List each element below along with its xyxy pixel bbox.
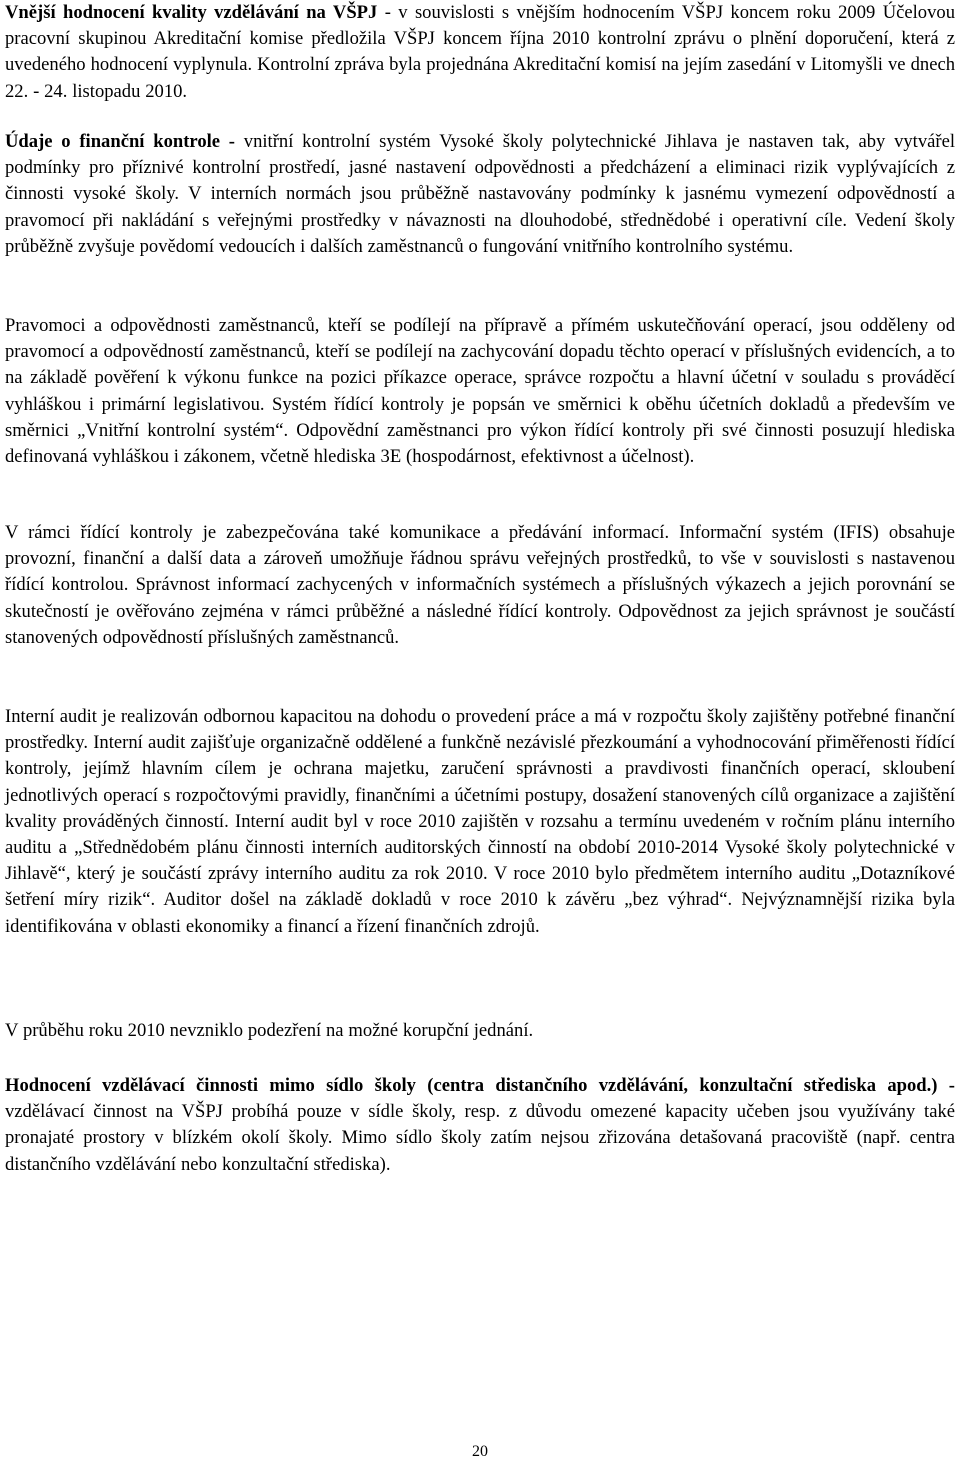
paragraph-body: Interní audit je realizován odbornou kapacitou na dohodu o provedení práce a má v rozpočtu školy zajištěny potřebné finanční prostředky. Interní audit zajišťuje organizačně oddělené a funkčně nezávislé přezkoumání a vyhodnocování přiměřenosti řídící kontroly, jejímž hlavním cílem je ochrana majetku, zaručení správnosti a pravdivosti finančních operací, skloubení jednotlivých operací s rozpočtovými pravidly, finančními a účetními postupy, dosažení stanovených cílů organizace a zajištění kvality prováděných činností. Interní audit byl v roce 2010 zajištěn v rozsahu a termínu uvedeném v ročním plánu interního auditu a „Střednědobém plánu činnosti interních auditorských činností na období 2010-2014 Vysoké školy polytechnické v Jihlavě“, který je součástí zprávy interního auditu za rok 2010. V roce 2010 bylo předmětem interního auditu „Dotazníkové šetření míry rizik“. Auditor došel na základě dokladů v roce 2010 k závěru „bez výhrad“. Nejvýznamnější rizika byla identifikována v oblasti ekonomiky a financí a řízení finančních zdrojů. xyxy=(5,706,955,937)
paragraph-off-site-education xyxy=(5,1073,955,1178)
paragraph-body: Pravomoci a odpovědnosti zaměstnanců, kteří se podílejí na přípravě a přímém uskutečňování operací, jsou odděleny od pravomocí a odpovědností zaměstnanců, kteří se podílejí na zachycování dopadu těchto operací v příslušných evidencích, a to na základě pověření k výkonu funkce na pozici příkazce operace, správce rozpočtu a hlavní účetní v souladu s prováděcí vyhláškou i primární legislativou. Systém řídící kontroly je popsán ve směrnici k oběhu účetních dokladů a především ve směrnici „Vnitřní kontrolní systém“. Odpovědní zaměstnanci pro výkon řídící kontroly při své činnosti posuzují hlediska definovaná vyhláškou i zákonem, včetně hlediska 3E (hospodárnost, efektivnost a účelnost). xyxy=(5,315,955,468)
paragraph-communication-information xyxy=(5,520,955,651)
paragraph-powers-responsibilities xyxy=(5,313,955,470)
paragraph-body: V průběhu roku 2010 nevzniklo podezření na možné korupční jednání. xyxy=(5,1020,534,1041)
paragraph-external-quality-evaluation xyxy=(5,0,955,105)
paragraph-body: V rámci řídící kontroly je zabezpečována také komunikace a předávání informací. Informační systém (IFIS) obsahuje provozní, finanční a další data a zároveň umožňuje řádnou správu veřejných prostředků, to vše v souvislosti s nastavenou řídící kontrolou. Správnost informací zachycených v informačních systémech a příslušných výkazech a jejich porovnání se skutečností je ověřováno zejména v rámci průběžné a následné řídící kontroly. Odpovědnost za jejich správnost je součástí stanovených odpovědností příslušných zaměstnanců. xyxy=(5,522,955,648)
paragraph-body: - v souvislosti s vnějším hodnocením VŠPJ koncem roku 2009 Účelovou pracovní skupinou Akreditační komise předložila VŠPJ koncem října 2010 kontrolní zprávu o plnění doporučení, která z uvedeného hodnocení vyplynula. Kontrolní zpráva byla projednána Akreditační komisí na jejím zasedání v Litomyšli ve dnech 22. - 24. listopadu 2010. xyxy=(5,2,955,102)
paragraph-body: vzdělávací činnost na VŠPJ probíhá pouze v sídle školy, resp. z důvodu omezené kapacity učeben jsou využívány také pronajaté prostory v blízkém okolí školy. Mimo sídlo školy zatím nejsou zřizována detašovaná pracoviště (např. centra distančního vzdělávání nebo konzultační střediska). xyxy=(5,1101,955,1175)
paragraph-heading: Vnější hodnocení kvality vzdělávání na VŠPJ xyxy=(5,2,378,23)
paragraph-financial-control xyxy=(5,129,955,260)
paragraph-heading: Údaje o finanční kontrole - xyxy=(5,131,236,152)
paragraph-heading: Hodnocení vzdělávací činnosti mimo sídlo školy (centra distančního vzdělávání, konzultační střediska apod.) - xyxy=(5,1075,955,1096)
page-number: 20 xyxy=(472,1443,488,1460)
paragraph-body: vnitřní kontrolní systém Vysoké školy polytechnické Jihlava je nastaven tak, aby vytvářel podmínky pro příznivé kontrolní prostředí, jasné nastavení odpovědnosti a předcházení a eliminaci rizik vyplývajících z činnosti vysoké školy. V interních normách jsou průběžně nastavovány podmínky k jasnému vymezení odpovědností a pravomocí při nakládání s veřejnými prostředky v návaznosti na dlouhodobé, střednědobé i operativní cíle. Vedení školy průběžně zvyšuje povědomí vedoucích i dalších zaměstnanců o fungování vnitřního kontrolního systému. xyxy=(5,131,955,257)
paragraph-corruption xyxy=(5,1018,533,1044)
paragraph-internal-audit xyxy=(5,704,955,940)
